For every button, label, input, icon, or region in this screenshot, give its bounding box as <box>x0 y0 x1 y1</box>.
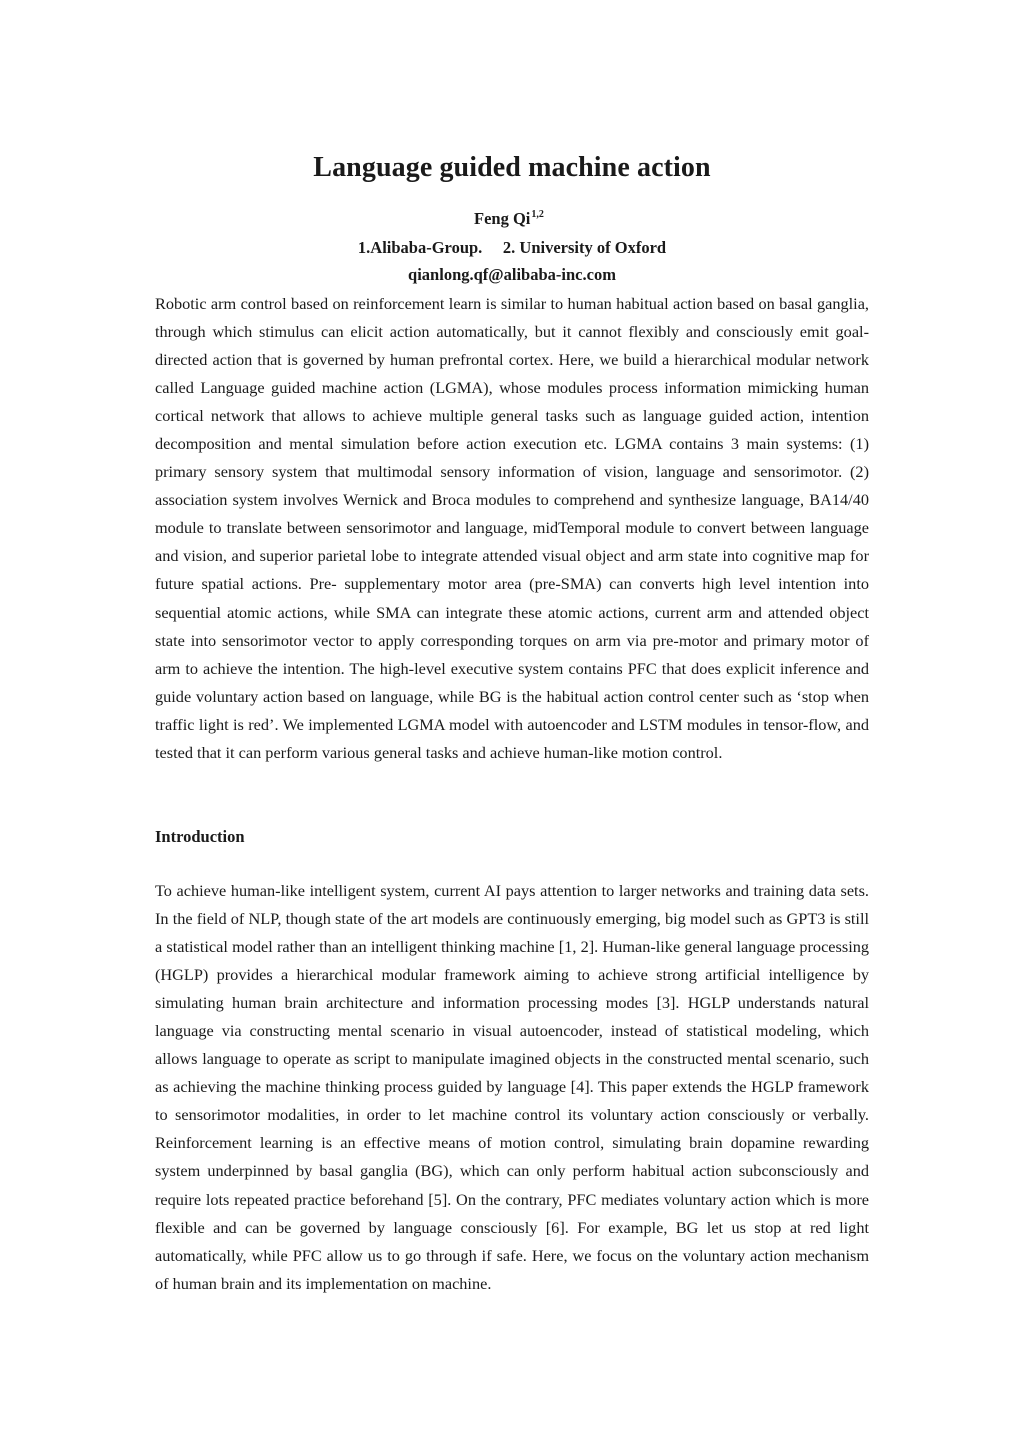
affiliations: 1.Alibaba-Group. 2. University of Oxford <box>357 238 667 257</box>
author-email: qianlong.qf@alibaba-inc.com <box>408 265 616 284</box>
author-name: Feng Qi <box>474 209 531 228</box>
author-line <box>474 209 544 229</box>
abstract: Robotic arm control based on reinforcement learn is similar to human habitual action based on basal ganglia, through which stimulus can elicit action automatically, but it cannot flexibly and consciously emit goal-directed action that is governed by human prefrontal cortex. Here, we build a hierarchical modular network called Language guided machine action (LGMA), whose modules process information mimicking human cortical network that allows to achieve multiple general tasks such as language guided action, intention decomposition and mental simulation before action execution etc. LGMA contains 3 main systems: (1) primary sensory system that multimodal sensory information of vision, language and sensorimotor. (2) association system involves Wernick and Broca modules to comprehend and synthesize language, BA14/40 module to translate between sensorimotor and language, midTemporal module to convert between language and vision, and superior parietal lobe to integrate attended visual object and arm state into cognitive map for future spatial actions. Pre- supplementary motor area (pre-SMA) can converts high level intention into sequential atomic actions, while SMA can integrate these atomic actions, current arm and attended object state into sensorimotor vector to apply corresponding torques on arm via pre-motor and primary motor of arm to achieve the intention. The high-level executive system contains PFC that does explicit inference and guide voluntary action based on language, while BG is the habitual action control center such as ‘stop when traffic light is red’. We implemented LGMA model with autoencoder and LSTM modules in tensor-flow, and tested that it can perform various general tasks and achieve human-like motion control. <box>155 294 869 762</box>
author-affiliation-marks: 1,2 <box>531 209 544 220</box>
paper-title: Language guided machine action <box>313 152 711 183</box>
section-heading-introduction: Introduction <box>155 827 245 846</box>
introduction-paragraph: To achieve human-like intelligent system, current AI pays attention to larger networks and training data sets. In the field of NLP, though state of the art models are continuously emerging, big model such as GPT3 is still a statistical model rather than an intelligent thinking machine [1, 2]. Human-like general language processing (HGLP) provides a hierarchical modular framework aiming to achieve strong artificial intelligence by simulating human brain architecture and information processing modes [3]. HGLP understands natural language via constructing mental scenario in visual autoencoder, instead of statistical modeling, which allows language to operate as script to manipulate imagined objects in the constructed mental scenario, such as achieving the machine thinking process guided by language [4]. This paper extends the HGLP framework to sensorimotor modalities, in order to let machine control its voluntary action consciously or verbally. Reinforcement learning is an effective means of motion control, simulating brain dopamine rewarding system underpinned by basal ganglia (BG), which can only perform habitual action subconsciously and require lots repeated practice beforehand [5]. On the contrary, PFC mediates voluntary action which is more flexible and can be governed by language consciously [6]. For example, BG let us stop at red light automatically, while PFC allow us to go through if safe. Here, we focus on the voluntary action mechanism of human brain and its implementation on machine. <box>155 881 869 1293</box>
